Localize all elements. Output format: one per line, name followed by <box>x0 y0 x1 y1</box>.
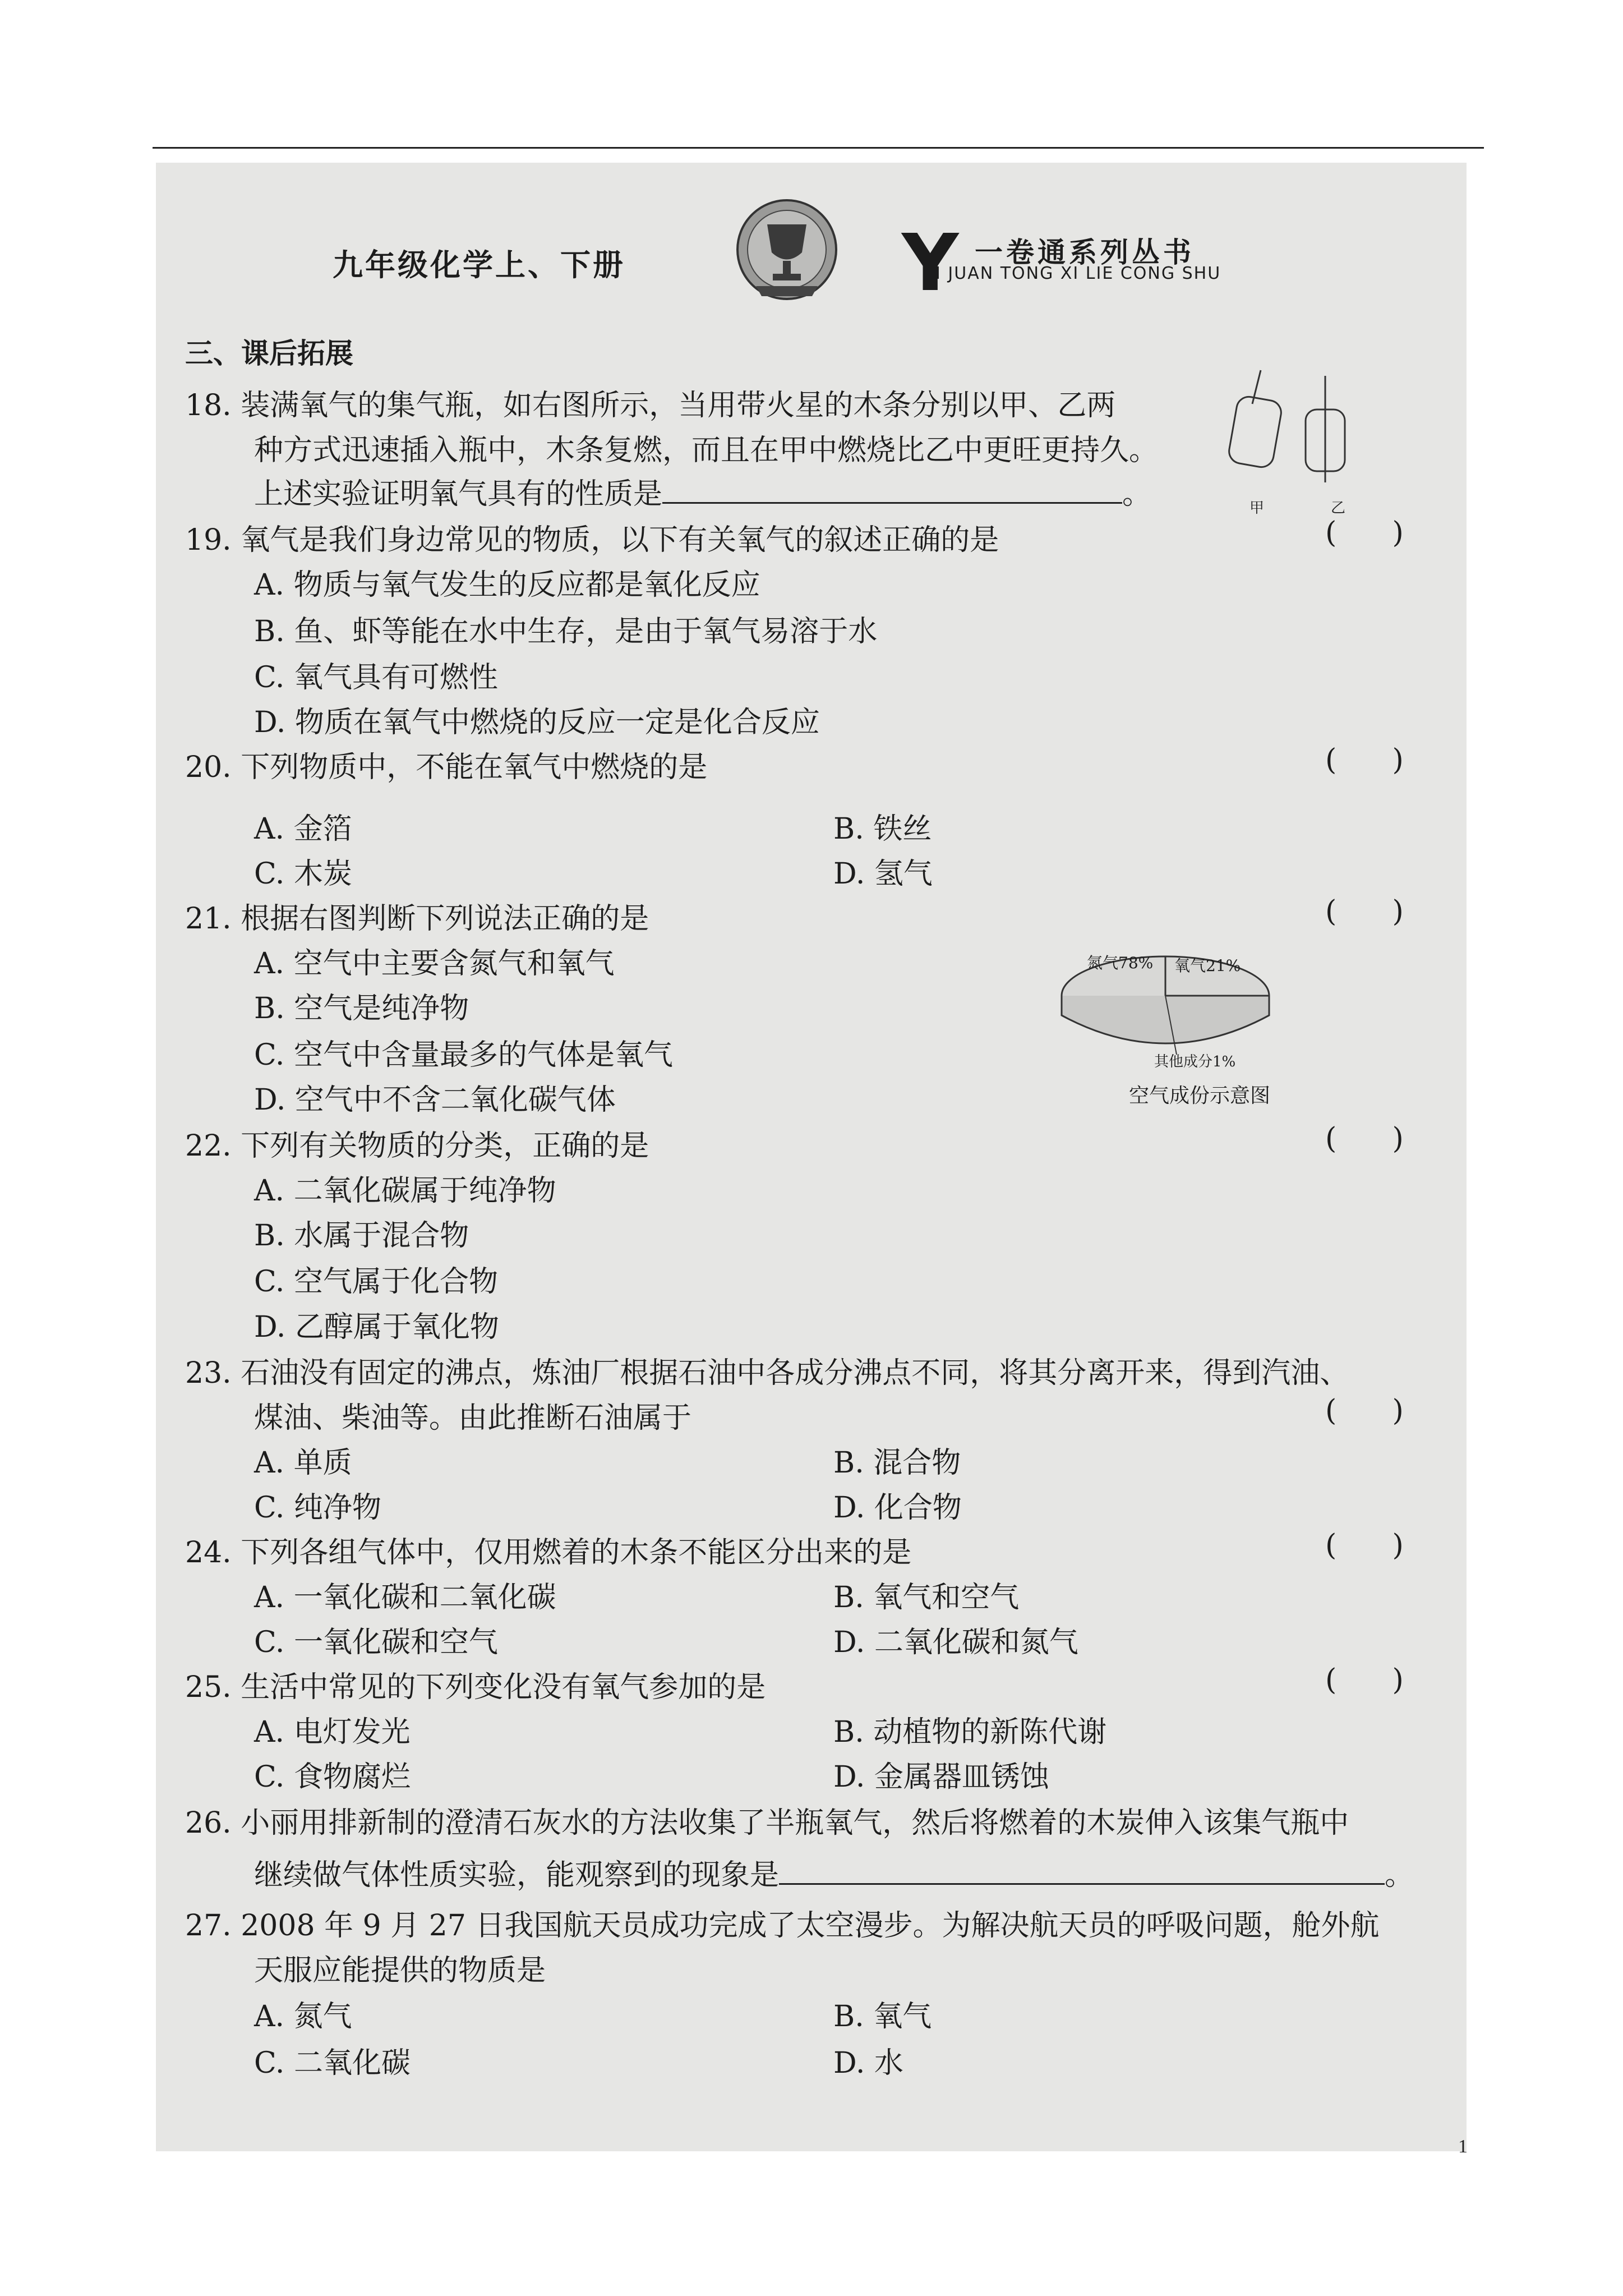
q20-option-a: A. 金箔 <box>254 812 352 846</box>
pie-label-oxygen: 氧气21% <box>1174 956 1241 975</box>
q21-option-b: B. 空气是纯净物 <box>254 992 469 1025</box>
q27-option-d: D. 水 <box>833 2046 903 2080</box>
q19-option-c: C. 氧气具有可燃性 <box>254 661 498 694</box>
q22-option-b: B. 水属于混合物 <box>254 1219 469 1253</box>
q21-option-c: C. 空气中含量最多的气体是氧气 <box>254 1038 673 1072</box>
q19-stem: 19. 氧气是我们身边常见的物质，以下有关氧气的叙述正确的是 <box>185 523 999 557</box>
q27-line1: 27. 2008 年 9 月 27 日我国航天员成功完成了太空漫步。为解决航天员的呼吸问题，舱外航 <box>185 1909 1380 1943</box>
q24-option-d: D. 二氧化碳和氮气 <box>833 1626 1078 1659</box>
q26-prompt: 继续做气体性质实验，能观察到的现象是 <box>254 1858 780 1892</box>
q26-answer-blank <box>779 1858 1385 1885</box>
q18-fig-jia: 甲 <box>1249 500 1265 517</box>
q25-option-a: A. 电灯发光 <box>254 1715 411 1749</box>
q21-answer-paren: ( ) <box>1325 895 1404 928</box>
q20-stem: 20. 下列物质中，不能在氧气中燃烧的是 <box>185 751 708 784</box>
q22-answer-paren: ( ) <box>1325 1122 1404 1156</box>
q18-line3 <box>254 470 1151 512</box>
q27-option-b: B. 氧气 <box>833 2000 932 2033</box>
section-title: 三、课后拓展 <box>185 337 353 370</box>
q23-answer-paren: ( ) <box>1325 1394 1404 1428</box>
q27-option-a: A. 氮气 <box>254 2000 352 2033</box>
pie-caption: 空气成份示意图 <box>1129 1084 1271 1107</box>
q20-answer-paren: ( ) <box>1325 743 1404 777</box>
q26-line1: 26. 小丽用排新制的澄清石灰水的方法收集了半瓶氧气，然后将燃着的木炭伸入该集气瓶中 <box>185 1806 1349 1840</box>
q23-option-d: D. 化合物 <box>833 1491 962 1525</box>
q20-option-b: B. 铁丝 <box>833 812 932 846</box>
page-number: 1 <box>1458 2136 1468 2157</box>
series-name-pinyin: I JUAN TONG XI LIE CONG SHU <box>935 264 1221 283</box>
q25-stem: 25. 生活中常见的下列变化没有氧气参加的是 <box>185 1671 766 1704</box>
q19-option-d: D. 物质在氧气中燃烧的反应一定是化合反应 <box>254 706 820 739</box>
q18-line1: 18. 装满氧气的集气瓶，如右图所示，当用带火星的木条分别以甲、乙两 <box>185 389 1116 422</box>
brand-letter: Y <box>902 218 959 309</box>
q24-option-c: C. 一氧化碳和空气 <box>254 1626 498 1659</box>
trophy-logo-icon <box>734 196 840 303</box>
book-title: 九年级化学上、下册 <box>333 247 625 283</box>
q26-period: 。 <box>1385 1858 1414 1892</box>
q24-stem: 24. 下列各组气体中，仅用燃着的木条不能区分出来的是 <box>185 1536 912 1570</box>
q23-option-a: A. 单质 <box>254 1446 352 1480</box>
q19-option-b: B. 鱼、虾等能在水中生存，是由于氧气易溶于水 <box>254 615 878 648</box>
q18-line2: 种方式迅速插入瓶中，木条复燃，而且在甲中燃烧比乙中更旺更持久。 <box>254 434 1159 467</box>
q22-option-c: C. 空气属于化合物 <box>254 1265 498 1299</box>
gas-bottle-diagram <box>1221 365 1356 505</box>
q18-fig-yi: 乙 <box>1331 500 1346 517</box>
series-name: 一卷通系列丛书 <box>975 236 1195 269</box>
scanned-page <box>156 163 1467 2151</box>
q24-option-a: A. 一氧化碳和二氧化碳 <box>254 1581 556 1614</box>
q18-answer-blank <box>662 477 1122 504</box>
q24-option-b: B. 氧气和空气 <box>833 1581 1020 1614</box>
q21-stem: 21. 根据右图判断下列说法正确的是 <box>185 902 649 936</box>
q22-option-d: D. 乙醇属于氧化物 <box>254 1310 499 1344</box>
q20-option-d: D. 氢气 <box>833 857 933 891</box>
q23-line1: 23. 石油没有固定的沸点，炼油厂根据石油中各成分沸点不同，将其分离开来，得到汽油、 <box>185 1356 1349 1390</box>
q23-option-c: C. 纯净物 <box>254 1491 381 1525</box>
q21-option-a: A. 空气中主要含氮气和氧气 <box>254 947 615 981</box>
q26-line2 <box>254 1851 1414 1893</box>
q22-option-a: A. 二氧化碳属于纯净物 <box>254 1174 556 1208</box>
top-rule <box>153 147 1484 149</box>
q24-answer-paren: ( ) <box>1325 1529 1404 1562</box>
q27-option-c: C. 二氧化碳 <box>254 2046 411 2080</box>
q22-stem: 22. 下列有关物质的分类，正确的是 <box>185 1129 649 1163</box>
q25-answer-paren: ( ) <box>1325 1663 1404 1697</box>
q23-line2: 煤油、柴油等。由此推断石油属于 <box>254 1401 692 1435</box>
q19-option-a: A. 物质与氧气发生的反应都是氧化反应 <box>254 568 760 602</box>
q25-option-c: C. 食物腐烂 <box>254 1760 411 1794</box>
q25-option-b: B. 动植物的新陈代谢 <box>833 1715 1107 1749</box>
q18-period: 。 <box>1122 477 1152 511</box>
q19-answer-paren: ( ) <box>1325 516 1404 550</box>
pie-label-other: 其他成分1% <box>1154 1053 1236 1070</box>
q23-option-b: B. 混合物 <box>833 1446 961 1480</box>
pie-label-nitrogen: 氮气78% <box>1087 954 1154 972</box>
q20-option-c: C. 木炭 <box>254 857 352 891</box>
q18-prompt: 上述实验证明氧气具有的性质是 <box>254 477 663 511</box>
q21-option-d: D. 空气中不含二氧化碳气体 <box>254 1083 616 1117</box>
q27-line2: 天服应能提供的物质是 <box>254 1954 546 1987</box>
q25-option-d: D. 金属器皿锈蚀 <box>833 1760 1049 1794</box>
